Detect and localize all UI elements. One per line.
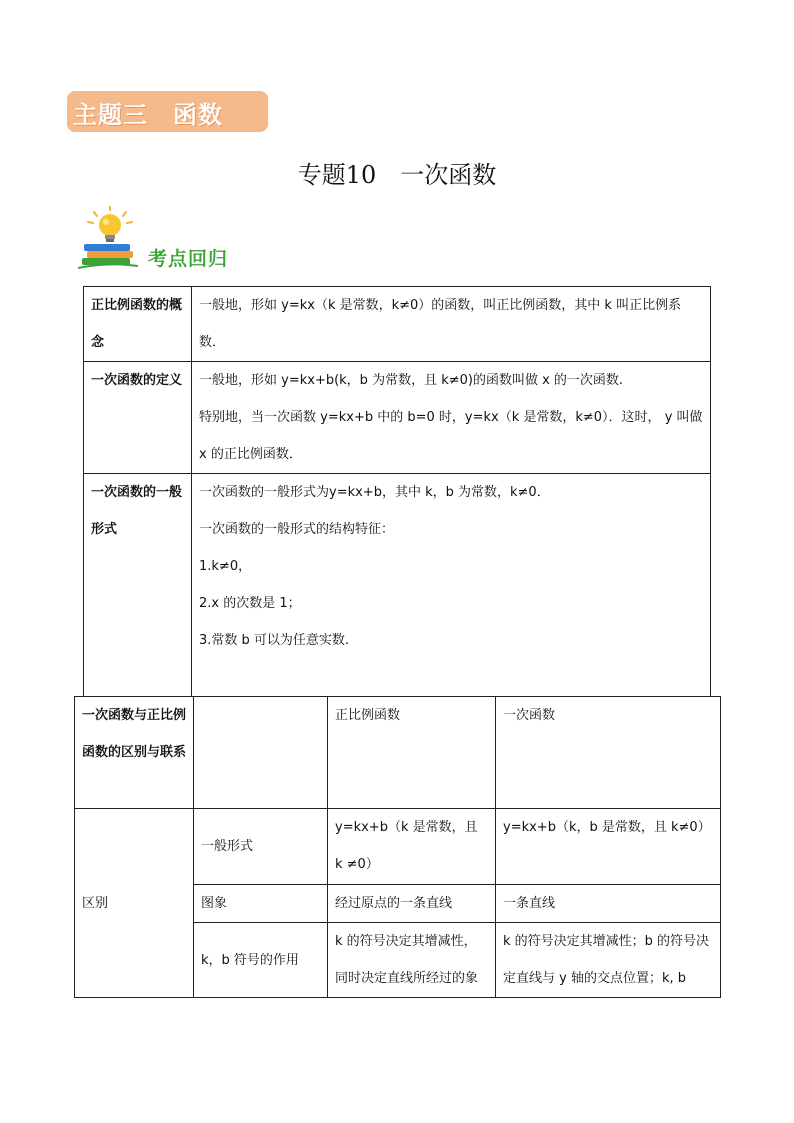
row-head: 一次函数的一般形式 — [84, 474, 192, 697]
cell: y=kx+b（k，b 是常数，且 k≠0） — [496, 809, 721, 885]
page-title: 专题10 一次函数 — [297, 161, 497, 189]
row-line: 1.k≠0， — [199, 559, 252, 574]
header-cell: 一次函数与正比例函数的区别与联系 — [75, 697, 194, 809]
topic-banner — [67, 91, 268, 132]
row-line: 一次函数的一般形式的结构特征： — [199, 522, 395, 537]
row-line: 一次函数的一般形式为y=kx+b，其中 k，b 为常数，k≠0． — [199, 485, 550, 500]
lightbulb-books-icon — [78, 206, 140, 272]
row-line: 3.常数 b 可以为任意实数. — [199, 633, 350, 648]
row-line: 2.x 的次数是 1； — [199, 596, 301, 611]
row-head: 一次函数的定义 — [84, 362, 192, 474]
concept-table — [83, 286, 711, 697]
row-content — [192, 474, 711, 697]
group-label: 区别 — [75, 809, 194, 998]
comparison-table — [74, 696, 721, 998]
table-row — [75, 809, 721, 885]
row-line: 特别地，当一次函数 y=kx+b 中的 b=0 时，y=kx（k 是常数，k≠0）．这时， y 叫做 x 的正比例函数． — [199, 410, 703, 462]
table-row — [84, 474, 711, 697]
row-label: 一般形式 — [194, 809, 328, 885]
row-label: 图象 — [194, 885, 328, 923]
row-line: 一般地，形如 y=kx（k 是常数，k≠0）的函数，叫正比例函数，其中 k 叫正比例系数． — [199, 298, 682, 350]
header-cell: 一次函数 — [496, 697, 721, 809]
cell: 一条直线 — [496, 885, 721, 923]
header-cell — [194, 697, 328, 809]
cell: y=kx+b（k 是常数，且 k ≠0） — [328, 809, 496, 885]
header-cell: 正比例函数 — [328, 697, 496, 809]
row-content — [192, 287, 711, 362]
cell: 经过原点的一条直线 — [328, 885, 496, 923]
row-line: 一般地，形如 y=kx+b(k，b 为常数，且 k≠0)的函数叫做 x 的一次函数. — [199, 373, 624, 388]
table-row — [84, 362, 711, 474]
row-label: k，b 符号的作用 — [194, 923, 328, 998]
row-content — [192, 362, 711, 474]
row-head: 正比例函数的概念 — [84, 287, 192, 362]
cell: k 的符号决定其增减性，同时决定直线所经过的象 — [328, 923, 496, 998]
section-label: 考点回归 — [148, 248, 229, 270]
table-header-row — [75, 697, 721, 809]
table-row — [84, 287, 711, 362]
cell: k 的符号决定其增减性；b 的符号决定直线与 y 轴的交点位置；k, b — [496, 923, 721, 998]
topic-banner-text: 主题三 函数 — [73, 101, 223, 129]
